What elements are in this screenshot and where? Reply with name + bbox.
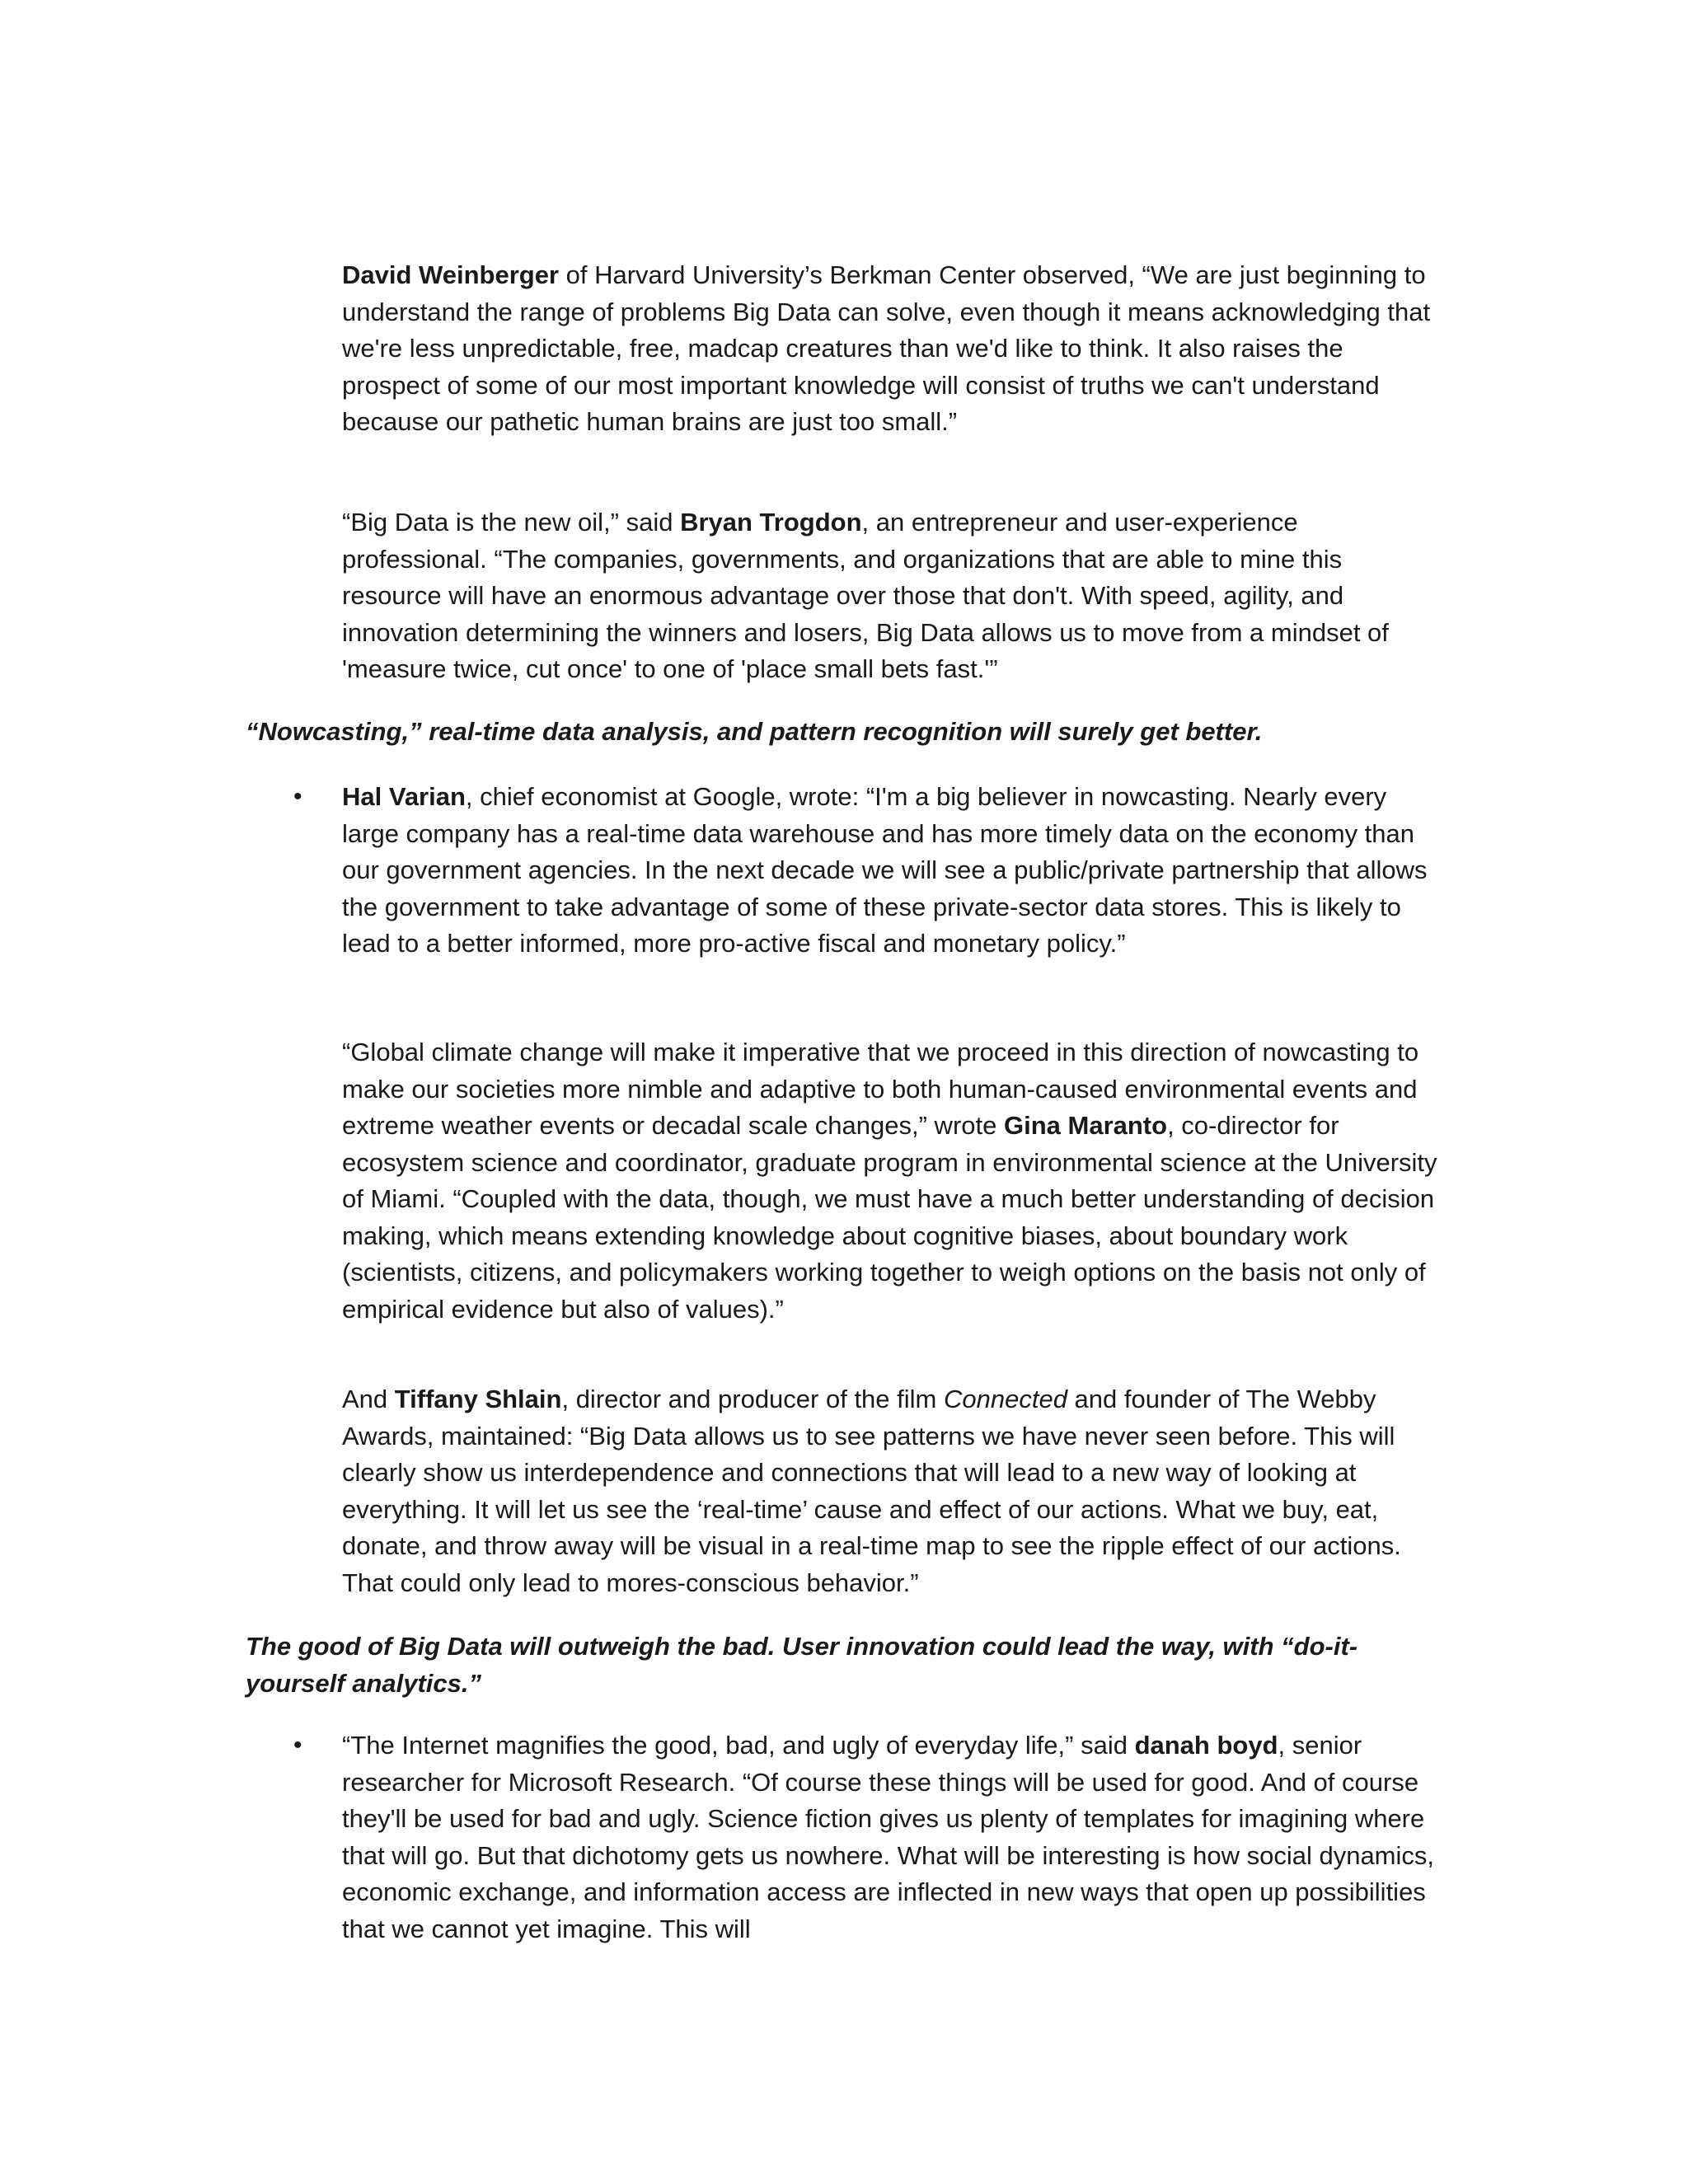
person-name: Tiffany Shlain — [394, 1385, 562, 1413]
paragraph-boyd — [342, 1727, 1438, 1947]
section-heading-good-of-big-data: The good of Big Data will outweigh the bad. User innovation could lead the way, with “do-it-yourself analytics.” — [246, 1632, 1358, 1698]
paragraph-text: , senior researcher for Microsoft Research. “Of course these things will be used for good. And of course they'll be used for bad and ugly. Science fiction gives us plenty of templates for imagining where that will go. But that dichotomy gets us nowhere. What will be interesting is how social dynamics, economic exchange, and information access are inflected in new ways that open up possibilities that we cannot yet imagine. This will — [342, 1731, 1435, 1943]
paragraph-weinberger — [342, 257, 1438, 441]
paragraph-shlain — [342, 1381, 1438, 1601]
paragraph-text: , director and producer of the film — [561, 1385, 944, 1413]
bullet-icon: • — [293, 1732, 302, 1759]
paragraph-text: And — [342, 1385, 395, 1413]
paragraph-trogdon — [342, 504, 1438, 688]
paragraph-maranto — [342, 1034, 1438, 1328]
bullet-icon: • — [293, 783, 302, 810]
paragraph-text: of Harvard University’s Berkman Center observed, “We are just beginning to understand the range of problems Big Data can solve, even though it means acknowledging that we're less unpredictable, free, madcap creatures than we'd like to think. It also raises the prospect of some of our most important knowledge will consist of truths we can't understand because our pathetic human brains are just too small.” — [342, 260, 1431, 436]
section-heading-nowcasting: “Nowcasting,” real-time data analysis, and pattern recognition will surely get better. — [246, 717, 1263, 746]
person-name: Hal Varian — [342, 782, 466, 811]
person-name: Gina Maranto — [1003, 1111, 1168, 1140]
paragraph-text: , an entrepreneur and user-experience professional. “The companies, governments, and organizations that are able to mine this resource will have an enormous advantage over those that don't. With speed, agility, and innovation determining the winners and losers, Big Data allows us to move from a mindset of 'measure twice, cut once' to one of 'place small bets fast.'” — [342, 508, 1389, 683]
person-name: danah boyd — [1134, 1731, 1278, 1760]
paragraph-text: , chief economist at Google, wrote: “I'm a big believer in nowcasting. Nearly every large company has a real-time data warehouse and has more timely data on the economy than our government agencies. In the next decade we will see a public/private partnership that allows the government to take advantage of some of these private-sector data stores. This is likely to lead to a better informed, more pro-active fiscal and monetary policy.” — [342, 782, 1428, 958]
film-title: Connected — [943, 1385, 1067, 1413]
paragraph-text: “Global climate change will make it imperative that we proceed in this direction of nowcasting to make our societies more nimble and adaptive to both human-caused environmental events and extreme weather events or decadal scale changes,” wrote — [342, 1038, 1419, 1140]
paragraph-text: , co-director for ecosystem science and coordinator, graduate program in environmental science at the University of Miami. “Coupled with the data, though, we must have a much better understanding of decision making, which means extending knowledge about cognitive biases, about boundary work (scientists, citizens, and policymakers working together to weigh options on the basis not only of empirical evidence but also of values).” — [342, 1111, 1437, 1324]
paragraph-text: “Big Data is the new oil,” said — [342, 508, 681, 537]
paragraph-text: and founder of The Webby Awards, maintained: “Big Data allows us to see patterns we have never seen before. This will clearly show us interdependence and connections that will lead to a new way of looking at everything. It will let us see the ‘real-time’ cause and effect of our actions. What we buy, eat, donate, and throw away will be visual in a real-time map to see the ripple effect of our actions. That could only lead to mores-conscious behavior.” — [342, 1385, 1401, 1597]
person-name: Bryan Trogdon — [680, 508, 862, 537]
paragraph-varian — [342, 779, 1438, 963]
paragraph-text: “The Internet magnifies the good, bad, and ugly of everyday life,” said — [342, 1731, 1135, 1760]
person-name: David Weinberger — [342, 260, 560, 289]
